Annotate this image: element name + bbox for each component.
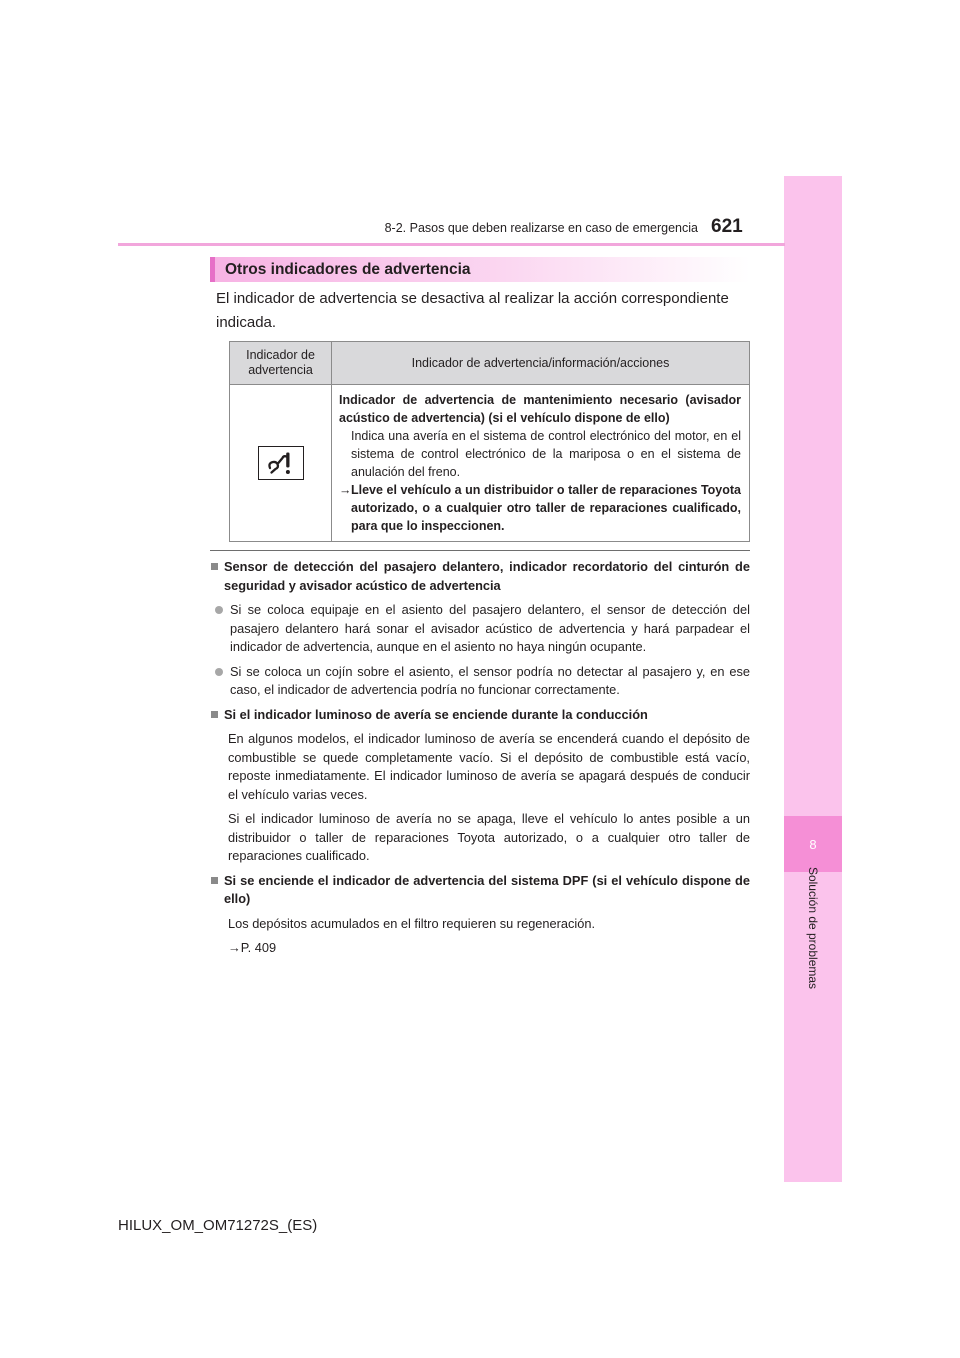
circle-bullet-icon bbox=[215, 668, 223, 676]
table-col-header-info: Indicador de advertencia/información/acciones bbox=[332, 342, 750, 385]
section-intro: El indicador de advertencia se desactiva al realizar la acción correspondiente indicada. bbox=[216, 290, 729, 331]
page-number: 621 bbox=[711, 216, 743, 237]
arrow-icon: → bbox=[339, 483, 352, 497]
section-heading bbox=[210, 257, 750, 282]
note-heading-text: Sensor de detección del pasajero delantero, indicador recordatorio del cinturón de seguridad y avisador acústico de advertencia bbox=[224, 559, 750, 593]
list-item-text: Si se coloca un cojín sobre el asiento, el sensor podría no detectar al pasajero y, en ese caso, el indicador de advertencia podría no funcionar correctamente. bbox=[230, 663, 750, 697]
note-heading bbox=[210, 706, 750, 725]
note-heading bbox=[210, 872, 750, 909]
maintenance-required-warning-icon bbox=[258, 446, 304, 480]
circle-bullet-icon bbox=[215, 606, 223, 614]
section-divider bbox=[210, 550, 750, 551]
note-paragraph: Los depósitos acumulados en el filtro requieren su regeneración. bbox=[228, 915, 596, 931]
header-section-title: 8-2. Pasos que deben realizarse en caso de emergencia bbox=[384, 221, 698, 235]
warning-indicator-table bbox=[229, 341, 750, 542]
page-reference-link[interactable]: →P. 409 bbox=[228, 940, 277, 955]
header-rule bbox=[118, 243, 785, 246]
indicator-title: Indicador de advertencia de mantenimiento necesario (avisador acústico de advertencia) (si el vehículo dispone de ello) bbox=[339, 393, 741, 425]
note-heading bbox=[210, 558, 750, 595]
list-item bbox=[210, 663, 750, 700]
note-heading-text: Si se enciende el indicador de advertencia del sistema DPF (si el vehículo dispone de ello) bbox=[224, 872, 750, 906]
square-bullet-icon bbox=[211, 711, 218, 718]
chapter-title: Solución de problemas bbox=[806, 866, 820, 990]
square-bullet-icon bbox=[211, 563, 218, 570]
list-item-text: Si se coloca equipaje en el asiento del pasajero delantero, el sensor de detección del pasajero delantero hará sonar el avisador acústico de advertencia y hará parpadear el indicador de advertencia, aunque en el asiento no haya ningún ocupante. bbox=[230, 602, 750, 654]
footer-document-code: HILUX_OM_OM71272S_(ES) bbox=[118, 1217, 318, 1234]
indicator-info-cell bbox=[332, 385, 750, 542]
table-col-header-indicator: Indicador de advertencia bbox=[230, 342, 332, 385]
indicator-action-text: Lleve el vehículo a un distribuidor o taller de reparaciones Toyota autorizado, o a cualquier otro taller de reparaciones cualificado, para que lo inspeccionen. bbox=[351, 483, 741, 533]
note-paragraph: En algunos modelos, el indicador luminoso de avería se encenderá cuando el depósito de combustible se quede completamente vacío. Si el depósito de combustible está vacío, reposte inmediatamente. El indicador luminoso de avería se apagará después de conducir el vehículo varias veces. bbox=[228, 731, 750, 802]
indicator-action bbox=[339, 481, 741, 535]
indicator-description: Indica una avería en el sistema de control electrónico del motor, en el sistema de control electrónico de la mariposa o en el sistema de anulación del freno. bbox=[351, 429, 741, 479]
list-item bbox=[210, 601, 750, 657]
chapter-side-tab bbox=[784, 176, 842, 1182]
table-row bbox=[230, 385, 750, 542]
table-header-row bbox=[230, 342, 750, 385]
chapter-number: 8 bbox=[784, 816, 842, 872]
note-paragraph: Si el indicador luminoso de avería no se apaga, lleve el vehículo lo antes posible a un distribuidor o taller de reparaciones Toyota autorizado, o a cualquier otro taller de reparaciones cualificado. bbox=[228, 811, 750, 863]
section-heading-text: Otros indicadores de advertencia bbox=[225, 260, 471, 278]
indicator-icon-cell bbox=[230, 385, 332, 542]
note-heading-text: Si el indicador luminoso de avería se enciende durante la conducción bbox=[224, 706, 648, 722]
notes-section bbox=[210, 558, 750, 964]
square-bullet-icon bbox=[211, 877, 218, 884]
